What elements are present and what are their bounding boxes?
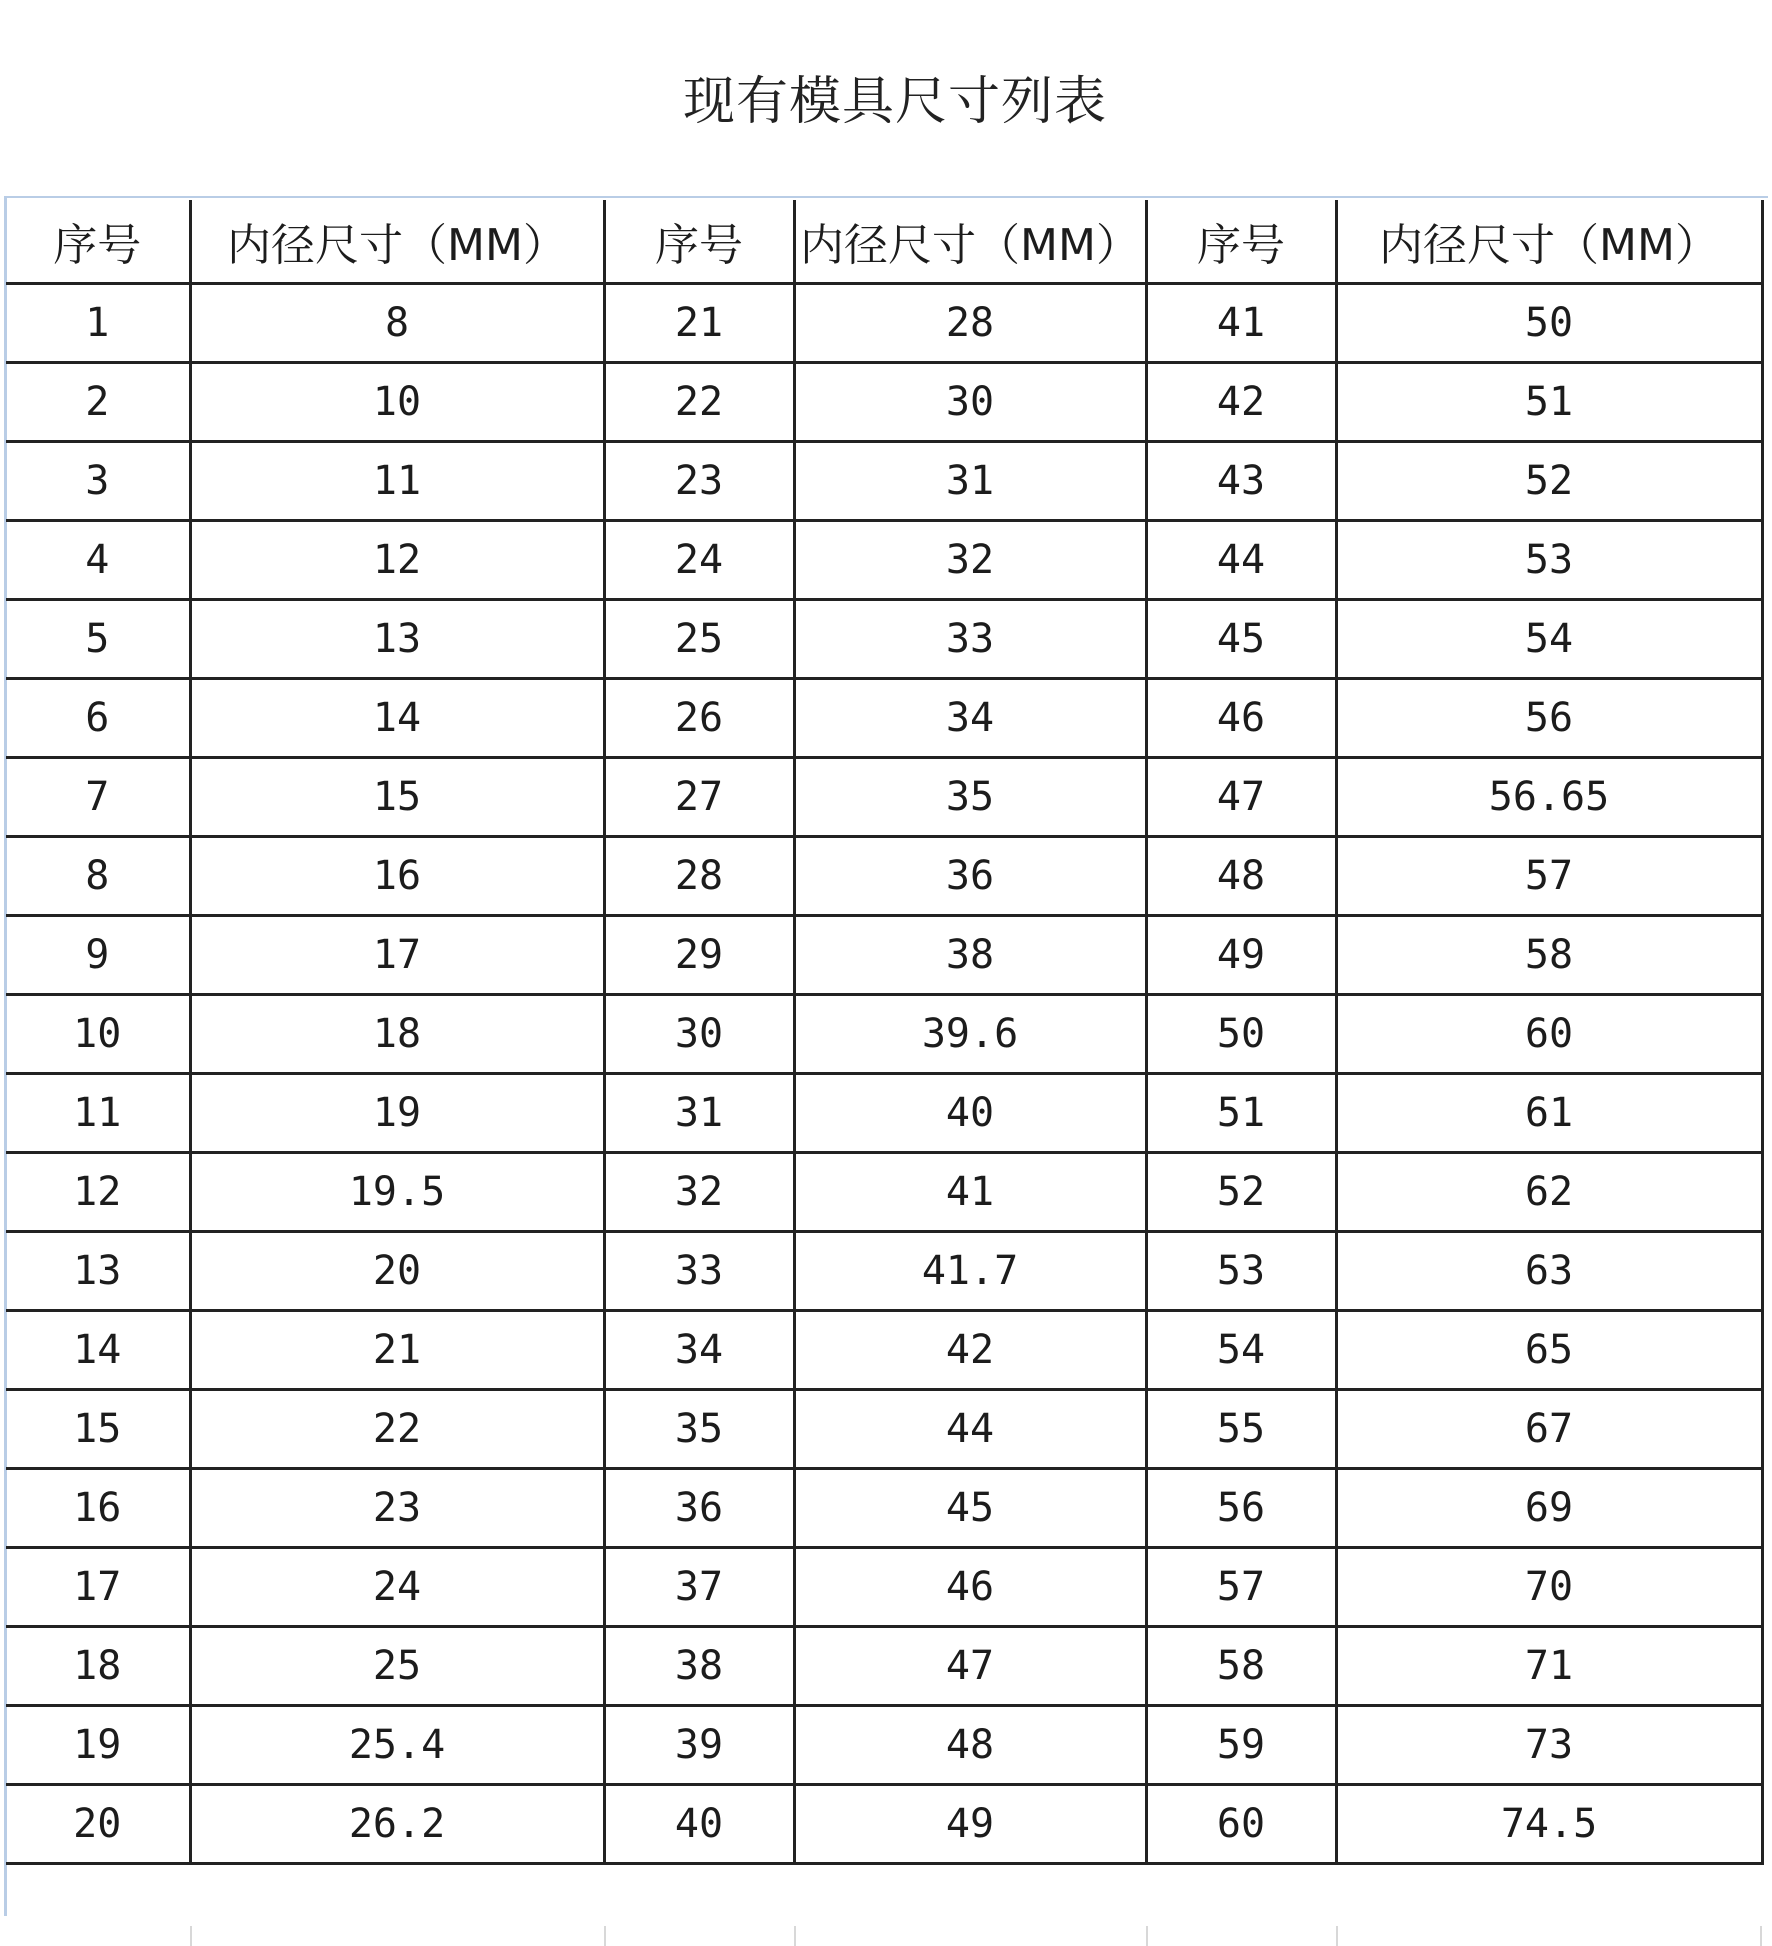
cell-index: 32 xyxy=(604,1153,794,1232)
cell-index: 37 xyxy=(604,1548,794,1627)
cell-inner-diameter: 8 xyxy=(190,284,604,363)
table-row xyxy=(6,837,1762,916)
cell-index: 19 xyxy=(6,1706,190,1785)
table-header-row xyxy=(6,200,1762,284)
cell-inner-diameter: 30 xyxy=(794,363,1146,442)
cell-inner-diameter: 16 xyxy=(190,837,604,916)
cell-inner-diameter: 47 xyxy=(794,1627,1146,1706)
cell-index: 42 xyxy=(1146,363,1336,442)
table-row xyxy=(6,1627,1762,1706)
header-cell-index: 序号 xyxy=(6,200,190,284)
cell-index: 12 xyxy=(6,1153,190,1232)
cell-index: 51 xyxy=(1146,1074,1336,1153)
cell-inner-diameter: 35 xyxy=(794,758,1146,837)
cell-index: 30 xyxy=(604,995,794,1074)
table-row xyxy=(6,1706,1762,1785)
cell-index: 8 xyxy=(6,837,190,916)
cell-inner-diameter: 19.5 xyxy=(190,1153,604,1232)
header-cell-index: 序号 xyxy=(1146,200,1336,284)
header-cell-inner-diameter: 内径尺寸（MM） xyxy=(1336,200,1762,284)
cell-index: 17 xyxy=(6,1548,190,1627)
cell-index: 27 xyxy=(604,758,794,837)
cell-index: 11 xyxy=(6,1074,190,1153)
cell-inner-diameter: 12 xyxy=(190,521,604,600)
table-row xyxy=(6,600,1762,679)
cell-index: 44 xyxy=(1146,521,1336,600)
cell-inner-diameter: 60 xyxy=(1336,995,1762,1074)
cell-index: 55 xyxy=(1146,1390,1336,1469)
cell-inner-diameter: 33 xyxy=(794,600,1146,679)
cell-index: 9 xyxy=(6,916,190,995)
cell-inner-diameter: 61 xyxy=(1336,1074,1762,1153)
header-cell-inner-diameter: 内径尺寸（MM） xyxy=(794,200,1146,284)
cell-inner-diameter: 13 xyxy=(190,600,604,679)
cell-inner-diameter: 56 xyxy=(1336,679,1762,758)
cell-index: 4 xyxy=(6,521,190,600)
cell-index: 13 xyxy=(6,1232,190,1311)
cell-inner-diameter: 52 xyxy=(1336,442,1762,521)
cell-index: 39 xyxy=(604,1706,794,1785)
cell-index: 23 xyxy=(604,442,794,521)
cell-inner-diameter: 20 xyxy=(190,1232,604,1311)
cell-inner-diameter: 34 xyxy=(794,679,1146,758)
cell-inner-diameter: 63 xyxy=(1336,1232,1762,1311)
table-row xyxy=(6,995,1762,1074)
cell-inner-diameter: 31 xyxy=(794,442,1146,521)
cell-inner-diameter: 58 xyxy=(1336,916,1762,995)
cell-inner-diameter: 62 xyxy=(1336,1153,1762,1232)
cell-index: 15 xyxy=(6,1390,190,1469)
table-row xyxy=(6,1390,1762,1469)
cell-inner-diameter: 49 xyxy=(794,1785,1146,1864)
cell-inner-diameter: 14 xyxy=(190,679,604,758)
cell-index: 24 xyxy=(604,521,794,600)
cell-index: 16 xyxy=(6,1469,190,1548)
cell-inner-diameter: 74.5 xyxy=(1336,1785,1762,1864)
cell-index: 14 xyxy=(6,1311,190,1390)
cell-inner-diameter: 56.65 xyxy=(1336,758,1762,837)
mold-size-table xyxy=(6,200,1764,1865)
cell-inner-diameter: 71 xyxy=(1336,1627,1762,1706)
cell-inner-diameter: 23 xyxy=(190,1469,604,1548)
cell-index: 48 xyxy=(1146,837,1336,916)
cell-index: 47 xyxy=(1146,758,1336,837)
cell-index: 49 xyxy=(1146,916,1336,995)
sheet-top-border xyxy=(4,196,1768,198)
cell-index: 57 xyxy=(1146,1548,1336,1627)
table-row xyxy=(6,1074,1762,1153)
cell-index: 20 xyxy=(6,1785,190,1864)
cell-inner-diameter: 26.2 xyxy=(190,1785,604,1864)
cell-inner-diameter: 39.6 xyxy=(794,995,1146,1074)
header-cell-index: 序号 xyxy=(604,200,794,284)
cell-inner-diameter: 25.4 xyxy=(190,1706,604,1785)
cell-index: 41 xyxy=(1146,284,1336,363)
cell-index: 35 xyxy=(604,1390,794,1469)
table-row xyxy=(6,1153,1762,1232)
cell-inner-diameter: 54 xyxy=(1336,600,1762,679)
cell-inner-diameter: 51 xyxy=(1336,363,1762,442)
table-row xyxy=(6,758,1762,837)
cell-inner-diameter: 65 xyxy=(1336,1311,1762,1390)
cell-inner-diameter: 69 xyxy=(1336,1469,1762,1548)
cell-inner-diameter: 36 xyxy=(794,837,1146,916)
cell-inner-diameter: 21 xyxy=(190,1311,604,1390)
table-row xyxy=(6,442,1762,521)
cell-inner-diameter: 32 xyxy=(794,521,1146,600)
cell-index: 26 xyxy=(604,679,794,758)
table-row xyxy=(6,1469,1762,1548)
cell-index: 7 xyxy=(6,758,190,837)
cell-inner-diameter: 67 xyxy=(1336,1390,1762,1469)
cell-index: 22 xyxy=(604,363,794,442)
cell-inner-diameter: 48 xyxy=(794,1706,1146,1785)
table-row xyxy=(6,1785,1762,1864)
cell-index: 58 xyxy=(1146,1627,1336,1706)
cell-inner-diameter: 45 xyxy=(794,1469,1146,1548)
cell-index: 33 xyxy=(604,1232,794,1311)
cell-inner-diameter: 46 xyxy=(794,1548,1146,1627)
cell-index: 2 xyxy=(6,363,190,442)
cell-index: 50 xyxy=(1146,995,1336,1074)
cell-inner-diameter: 38 xyxy=(794,916,1146,995)
table-row xyxy=(6,1548,1762,1627)
cell-inner-diameter: 53 xyxy=(1336,521,1762,600)
cell-inner-diameter: 15 xyxy=(190,758,604,837)
cell-index: 21 xyxy=(604,284,794,363)
table-row xyxy=(6,363,1762,442)
cell-index: 52 xyxy=(1146,1153,1336,1232)
header-cell-inner-diameter: 内径尺寸（MM） xyxy=(190,200,604,284)
cell-inner-diameter: 19 xyxy=(190,1074,604,1153)
cell-index: 10 xyxy=(6,995,190,1074)
table-row xyxy=(6,1232,1762,1311)
cell-inner-diameter: 40 xyxy=(794,1074,1146,1153)
cell-index: 29 xyxy=(604,916,794,995)
cell-inner-diameter: 22 xyxy=(190,1390,604,1469)
cell-index: 43 xyxy=(1146,442,1336,521)
cell-index: 53 xyxy=(1146,1232,1336,1311)
cell-inner-diameter: 73 xyxy=(1336,1706,1762,1785)
cell-index: 18 xyxy=(6,1627,190,1706)
cell-index: 38 xyxy=(604,1627,794,1706)
cell-inner-diameter: 41.7 xyxy=(794,1232,1146,1311)
cell-inner-diameter: 70 xyxy=(1336,1548,1762,1627)
table-row xyxy=(6,521,1762,600)
cell-index: 1 xyxy=(6,284,190,363)
cell-index: 60 xyxy=(1146,1785,1336,1864)
cell-inner-diameter: 18 xyxy=(190,995,604,1074)
table-row xyxy=(6,284,1762,363)
cell-inner-diameter: 11 xyxy=(190,442,604,521)
cell-index: 25 xyxy=(604,600,794,679)
cell-inner-diameter: 25 xyxy=(190,1627,604,1706)
cell-inner-diameter: 10 xyxy=(190,363,604,442)
grid-continuation-lines xyxy=(6,1926,1762,1946)
cell-index: 40 xyxy=(604,1785,794,1864)
cell-inner-diameter: 42 xyxy=(794,1311,1146,1390)
cell-inner-diameter: 50 xyxy=(1336,284,1762,363)
cell-index: 28 xyxy=(604,837,794,916)
table-row xyxy=(6,1311,1762,1390)
cell-inner-diameter: 44 xyxy=(794,1390,1146,1469)
cell-index: 54 xyxy=(1146,1311,1336,1390)
cell-index: 45 xyxy=(1146,600,1336,679)
cell-inner-diameter: 28 xyxy=(794,284,1146,363)
table-row xyxy=(6,679,1762,758)
cell-index: 31 xyxy=(604,1074,794,1153)
cell-index: 3 xyxy=(6,442,190,521)
cell-inner-diameter: 41 xyxy=(794,1153,1146,1232)
cell-index: 5 xyxy=(6,600,190,679)
cell-index: 36 xyxy=(604,1469,794,1548)
cell-inner-diameter: 24 xyxy=(190,1548,604,1627)
cell-index: 56 xyxy=(1146,1469,1336,1548)
cell-inner-diameter: 17 xyxy=(190,916,604,995)
cell-inner-diameter: 57 xyxy=(1336,837,1762,916)
page-title: 现有模具尺寸列表 xyxy=(682,72,1107,132)
cell-index: 6 xyxy=(6,679,190,758)
cell-index: 46 xyxy=(1146,679,1336,758)
table-row xyxy=(6,916,1762,995)
cell-index: 34 xyxy=(604,1311,794,1390)
cell-index: 59 xyxy=(1146,1706,1336,1785)
